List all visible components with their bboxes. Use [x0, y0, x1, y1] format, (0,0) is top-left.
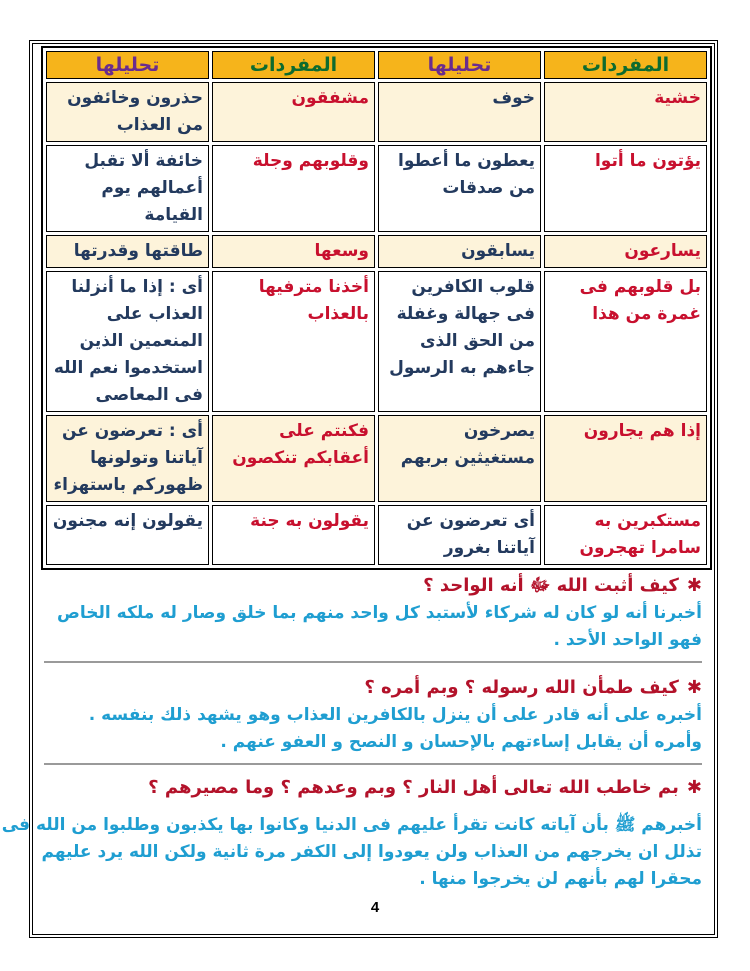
section-divider: [44, 763, 702, 765]
question-text: كيف أثبت الله ﷻ أنه الواحد ؟: [423, 575, 679, 596]
answer-line: محقرا لهم بأنهم لن يخرجوا منها .: [419, 869, 702, 889]
vocab-word: يقولون به جنة: [212, 505, 375, 565]
vocab-meaning: يعطون ما أعطوا من صدقات: [378, 145, 541, 232]
question-text: كيف طمأن الله رسوله ؟ وبم أمره ؟: [364, 677, 679, 698]
answer-line: أخبرنا أنه لو كان له شركاء لأستبد كل واحد منهم بما خلق وصار له ملكه الخاص: [57, 603, 702, 623]
vocab-word: أخذنا مترفيها بالعذاب: [212, 271, 375, 412]
table-row: [46, 82, 707, 142]
vocab-word: بل قلوبهم فى غمرة من هذا: [544, 271, 707, 412]
answer-line: تذلل ان يخرجهم من العذاب ولن يعودوا إلى الكفر مرة ثانية ولكن الله يرد عليهم: [41, 842, 702, 862]
vocab-word: مشفقون: [212, 82, 375, 142]
vocab-word: خشية: [544, 82, 707, 142]
vocab-meaning: خوف: [378, 82, 541, 142]
table-row: [46, 145, 707, 232]
table-row: [46, 415, 707, 502]
answer-line: أخبره على أنه قادر على أن ينزل بالكافرين العذاب وهو يشهد ذلك بنفسه .: [88, 705, 702, 725]
vocab-meaning: يقولون إنه مجنون: [46, 505, 209, 565]
table-header-row: [46, 51, 707, 79]
table-row: [46, 505, 707, 565]
vocab-meaning: يصرخون مستغيثين بربهم: [378, 415, 541, 502]
table-row: [46, 271, 707, 412]
header-vocab-1: المفردات: [544, 51, 707, 79]
vocab-word: يؤتون ما أتوا: [544, 145, 707, 232]
header-analysis-1: تحليلها: [378, 51, 541, 79]
question-heading: [52, 572, 702, 600]
question-heading: [52, 774, 702, 802]
star-bullet-icon: ✱: [686, 575, 702, 596]
vocab-word: مستكبرين به سامرا تهجرون: [544, 505, 707, 565]
vocab-word: وسعها: [212, 235, 375, 268]
question-block-3: [1, 774, 702, 893]
section-divider: [44, 661, 702, 663]
vocab-meaning: أى : إذا ما أنزلنا العذاب على المنعمين الذين استخدموا نعم الله فى المعاصى: [46, 271, 209, 412]
page-number: 4: [370, 899, 380, 916]
answer-line: وأمره أن يقابل إساءتهم بالإحسان و النصح و العفو عنهم .: [220, 732, 702, 752]
question-heading: [52, 674, 702, 702]
question-text: بم خاطب الله تعالى أهل النار ؟ وبم وعدهم ؟ وما مصيرهم ؟: [148, 777, 679, 798]
vocab-word: فكنتم على أعقابكم تنكصون: [212, 415, 375, 502]
star-bullet-icon: ✱: [686, 777, 702, 798]
vocab-meaning: خائفة ألا تقبل أعمالهم يوم القيامة: [46, 145, 209, 232]
answer-line: أخبرهم ﷺ بأن آياته كانت تقرأ عليهم فى الدنيا وكانوا بها يكذبون وطلبوا من الله فى: [1, 815, 702, 835]
question-block-2: [52, 674, 702, 756]
vocab-meaning: أى تعرضون عن آياتنا بغرور: [378, 505, 541, 565]
vocab-word: إذا هم يجارون: [544, 415, 707, 502]
vocab-word: وقلوبهم وجلة: [212, 145, 375, 232]
vocab-meaning: حذرون وخائفون من العذاب: [46, 82, 209, 142]
question-block-1: [52, 572, 702, 654]
answer-line: فهو الواحد الأحد .: [553, 630, 702, 650]
header-vocab-2: المفردات: [212, 51, 375, 79]
vocab-meaning: يسابقون: [378, 235, 541, 268]
vocab-meaning: قلوب الكافرين فى جهالة وغفلة من الحق الذى جاءهم به الرسول: [378, 271, 541, 412]
star-bullet-icon: ✱: [686, 677, 702, 698]
vocab-meaning: أى : تعرضون عن آياتنا وتولونها ظهوركم باستهزاء: [46, 415, 209, 502]
vocab-meaning: طاقتها وقدرتها: [46, 235, 209, 268]
vocab-word: يسارعون: [544, 235, 707, 268]
table-row: [46, 235, 707, 268]
header-analysis-2: تحليلها: [46, 51, 209, 79]
vocabulary-table: [41, 46, 712, 570]
